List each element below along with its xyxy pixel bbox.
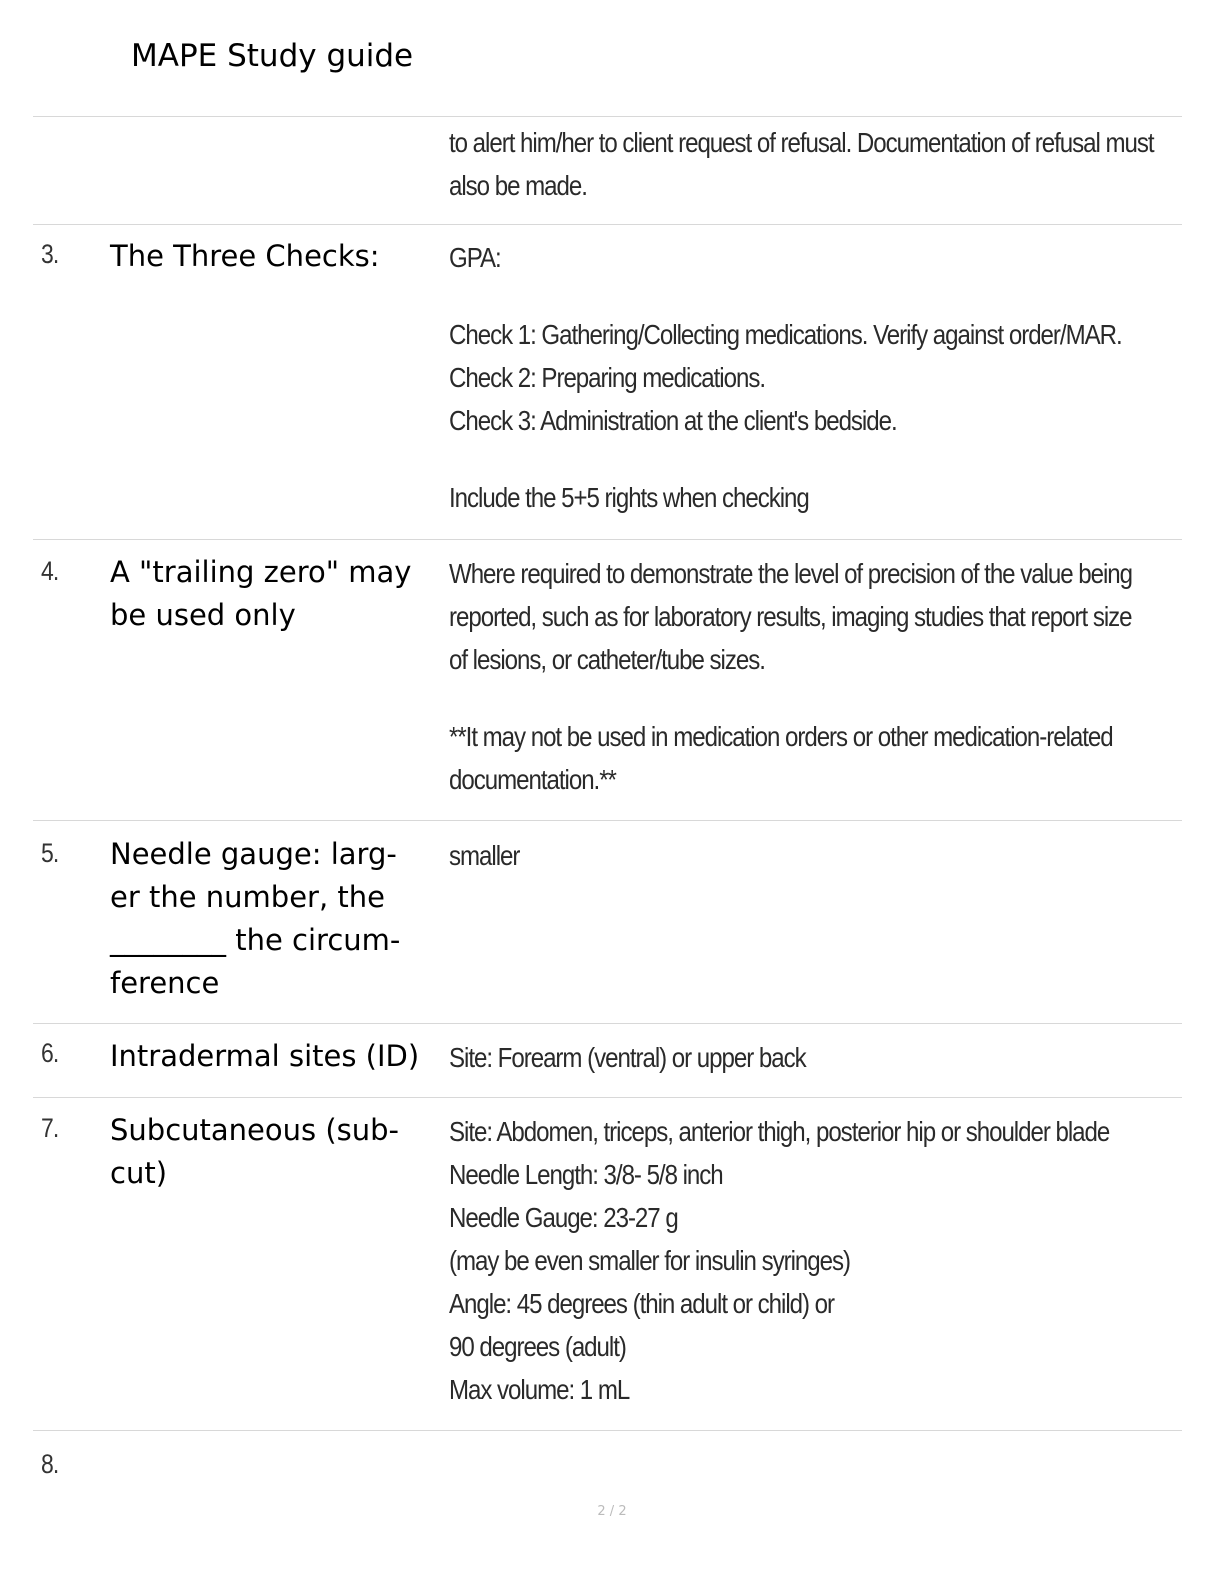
row-number: 6. bbox=[41, 1038, 59, 1068]
definition-line: documentation.** bbox=[449, 764, 616, 795]
table-row bbox=[33, 821, 1182, 1024]
term-line: be used only bbox=[110, 598, 296, 632]
definition-line: GPA: bbox=[449, 242, 501, 273]
term-line: Intradermal sites (ID) bbox=[110, 1039, 420, 1073]
page-indicator: 2 / 2 bbox=[597, 1504, 627, 1519]
term-line: ________ the circum- bbox=[110, 923, 401, 957]
row-term bbox=[110, 1109, 440, 1195]
row-definition bbox=[449, 1110, 1209, 1411]
definition-line: Check 1: Gathering/Collecting medications. Verify against order/MAR. bbox=[449, 319, 1122, 350]
definition-line: Max volume: 1 mL bbox=[449, 1374, 630, 1405]
study-table bbox=[33, 116, 1182, 1491]
definition-line: Where required to demonstrate the level of precision of the value being bbox=[449, 558, 1133, 589]
table-row bbox=[33, 540, 1182, 821]
term-line: cut) bbox=[110, 1156, 168, 1190]
definition-line: Angle: 45 degrees (thin adult or child) or bbox=[449, 1288, 834, 1319]
row-number: 4. bbox=[41, 556, 59, 586]
row-term bbox=[110, 235, 440, 278]
term-line: A "trailing zero" may bbox=[110, 555, 412, 589]
term-line: er the number, the bbox=[110, 880, 386, 914]
definition-line: (may be even smaller for insulin syringes) bbox=[449, 1245, 850, 1276]
row-definition bbox=[449, 552, 1209, 801]
table-row bbox=[33, 1024, 1182, 1098]
definition-line: of lesions, or catheter/tube sizes. bbox=[449, 644, 765, 675]
table-row bbox=[33, 1431, 1182, 1491]
term-line: Needle gauge: larg- bbox=[110, 837, 397, 871]
definition-line: **It may not be used in medication orders or other medication-related bbox=[449, 721, 1113, 752]
term-line: ference bbox=[110, 966, 220, 1000]
definition-line: Needle Length: 3/8- 5/8 inch bbox=[449, 1159, 723, 1190]
row-definition bbox=[449, 1036, 1209, 1079]
table-row bbox=[33, 117, 1182, 225]
definition-line: Site: Abdomen, triceps, anterior thigh, posterior hip or shoulder blade bbox=[449, 1116, 1110, 1147]
row-definition bbox=[449, 121, 1209, 207]
row-number: 8. bbox=[41, 1449, 59, 1479]
definition-line: Site: Forearm (ventral) or upper back bbox=[449, 1042, 806, 1073]
definition-line: Needle Gauge: 23-27 g bbox=[449, 1202, 678, 1233]
row-number: 7. bbox=[41, 1113, 59, 1143]
definition-line: Check 2: Preparing medications. bbox=[449, 362, 766, 393]
row-definition bbox=[449, 834, 1209, 877]
definition-line: to alert him/her to client request of refusal. Documentation of refusal must bbox=[449, 127, 1154, 158]
row-term bbox=[110, 833, 440, 1005]
row-number: 3. bbox=[41, 239, 59, 269]
term-line: Subcutaneous (sub- bbox=[110, 1113, 400, 1147]
definition-line: Check 3: Administration at the client's bedside. bbox=[449, 405, 897, 436]
document-title: MAPE Study guide bbox=[131, 38, 414, 74]
table-row bbox=[33, 225, 1182, 540]
definition-line: also be made. bbox=[449, 170, 587, 201]
table-row bbox=[33, 1098, 1182, 1431]
row-term bbox=[110, 1035, 450, 1078]
row-number: 5. bbox=[41, 838, 59, 868]
row-term bbox=[110, 551, 440, 637]
definition-line: reported, such as for laboratory results, imaging studies that report size bbox=[449, 601, 1132, 632]
row-definition bbox=[449, 236, 1209, 519]
definition-line: smaller bbox=[449, 840, 520, 871]
definition-line: 90 degrees (adult) bbox=[449, 1331, 626, 1362]
definition-line: Include the 5+5 rights when checking bbox=[449, 482, 809, 513]
term-line: The Three Checks: bbox=[110, 239, 380, 273]
